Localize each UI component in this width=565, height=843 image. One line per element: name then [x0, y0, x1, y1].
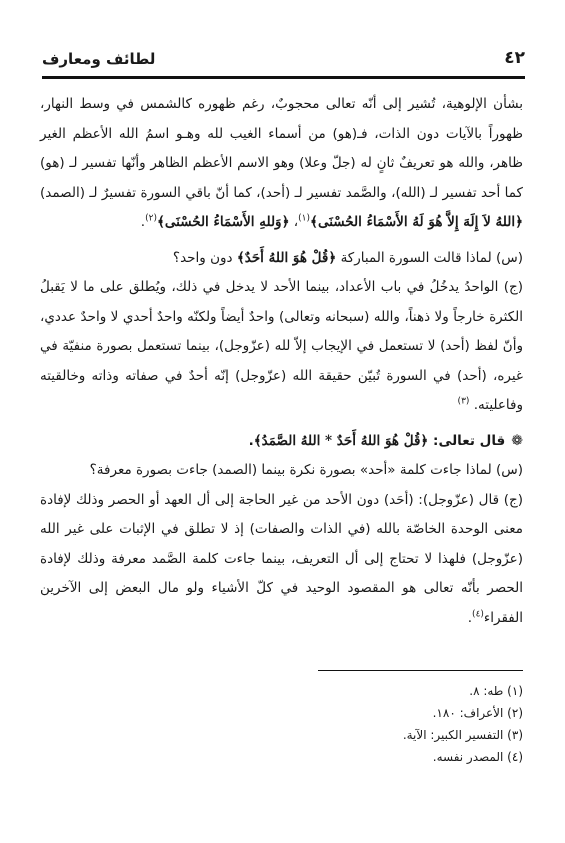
footnote-2: (٢) الأعراف: ١٨٠. — [432, 706, 523, 720]
footnote-1: (١) طه: ٨. — [469, 684, 523, 698]
quran-verse-2: ﴿وَللهِ الأَسْمَاءُ الحُسْنَى﴾ — [156, 214, 290, 230]
verse-heading — [40, 427, 523, 457]
joiner: ، — [289, 214, 299, 230]
footnote-ref-2: (٢) — [145, 213, 157, 224]
footnote-ref-4: (٤) — [472, 609, 484, 619]
footnote-3: (٣) التفسير الكبير: الآية. — [402, 728, 523, 742]
question-2: (س) لماذا جاءت كلمة «أحد» بصورة نكرة بينما (الصمد) جاءت بصورة معرفة؟ — [89, 462, 523, 478]
paragraph-end: . — [140, 214, 146, 230]
flower-ornament-icon: ❁ — [511, 432, 523, 449]
footnotes — [40, 680, 523, 768]
book-title: لطائف ومعارف — [42, 50, 156, 68]
verse-prefix: قال تعالى: — [428, 432, 506, 449]
question-1-ayah: ﴿قُلْ هُوَ اللهُ أَحَدٌ﴾ — [236, 249, 337, 266]
paragraph-intro-text: بشأن الإلوهية، تُشير إلى أنّه تعالى محجوبٌ، رغم ظهوره كالشمس في وسط النهار، ظهوراً بالآيات دون الذات، فـ(هو) من أسماء الغيب لله وهـو اسمُ الله الأعظم الغير ظاهر، والله هو تعريفٌ ثانٍ له (جلّ وعلا) وهو الاسم الأعظم الظاهر وأنّها تفسير لـ (هو) كما أحد تفسير لـ (الله)، والصَّمد تفسير لـ (أحد)، كما أنّ باقي السورة تفسيرٌ لـ (الصمد) — [40, 96, 523, 201]
answer-2-end: . — [467, 609, 473, 626]
question-1-suffix: دون واحد؟ — [172, 249, 237, 266]
answer-2 — [40, 486, 523, 634]
question-1-prefix: (س) لماذا قالت السورة المباركة — [336, 249, 523, 266]
quran-verse-1: ﴿اللهُ لاَ إِلَهَ إِلاَّ هُوَ لَهُ الأَسْمَاءُ الحُسْنَى﴾ — [310, 214, 523, 230]
page-number: ٤٢ — [504, 48, 525, 68]
question-1 — [40, 244, 523, 274]
footnote-divider — [318, 670, 523, 671]
footnote-ref-3: (٣) — [457, 396, 470, 407]
verse-suffix: . — [248, 432, 254, 449]
page-body — [40, 90, 523, 633]
footnote-4: (٤) المصدر نفسه. — [432, 750, 523, 764]
page-header — [42, 44, 525, 79]
verse-ayah: ﴿قُلْ هُوَ اللهُ أَحَدٌ * اللهُ الصَّمَدُ﴾ — [253, 432, 429, 449]
answer-1 — [40, 273, 523, 421]
paragraph-intro — [40, 90, 523, 238]
answer-2-text: (ج) قال (عزّوجل): (أحَد) دون الأحد من غير الحاجة إلى أل العهد أو الحصر وذلك لإفادة معنى الوحدة الخاصّة بالله (في الذات والصفات) إذ لا تطلق في الإثبات على غير الله (عزّوجل) فلهذا لا تحتاج إلى أل التعريف، بينما جاءت كلمة الصَّمد معرفة وذلك لإفادة الحصر بأنّه تعالى هو المقصود الوحيد في كلّ الأشياء ولو مال البعض إلى الآخرين الفقراء — [40, 491, 523, 626]
footnote-ref-1: (١) — [298, 213, 311, 224]
answer-1-text: (ج) الواحدُ يدخُلُ في باب الأعداد، بينما الأحد لا يدخل في ذلك، ويُطلق على ما لا يَقبلُ الكثرة خارجاً ولا ذهناً، والله (سبحانه وتعالى) واحدٌ أيضاً ولكنّه واحدٌ أحدي لا واحدٌ عددي، وأنّ لفظ (أحد) لا تستعمل في الإيجاب إلاّ لله (عزّوجل)، بينما تستعمل بصورة منفيّة في غيره، (أحد) في السورة تُبيّن حقيقة الله (عزّوجل) إنّه أحدٌ في صفاته وذاته وخالقيته وفاعليته. — [40, 279, 523, 413]
